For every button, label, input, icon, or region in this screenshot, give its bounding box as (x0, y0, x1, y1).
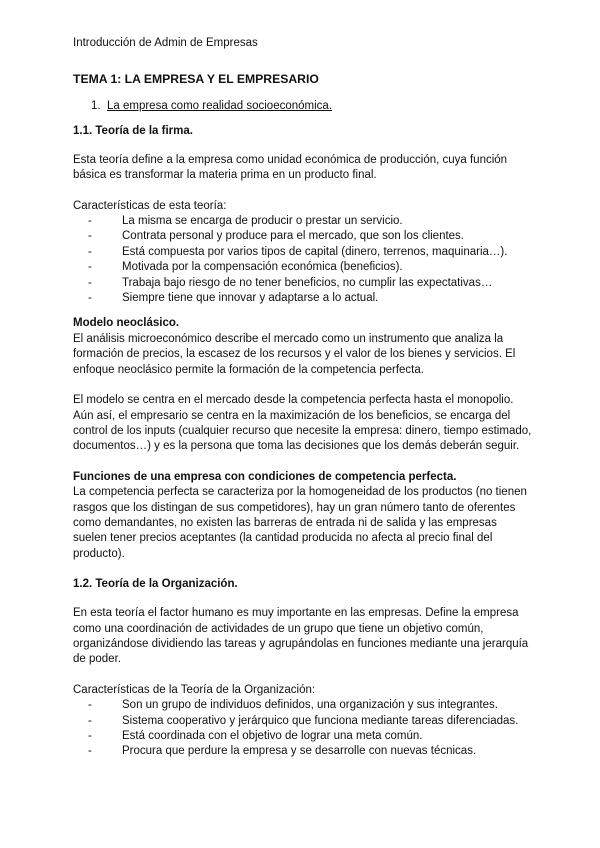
document-page (73, 36, 533, 760)
page-header: Introducción de Admin de Empresas (73, 37, 258, 49)
list-item: - Está compuesta por varios tipos de capital (dinero, terrenos, maquinaria…). (88, 245, 508, 258)
list-item: - Siempre tiene que innovar y adaptarse a lo actual. (88, 292, 379, 305)
neoclassic-paragraph-1: El análisis microeconómico describe el mercado como un instrumento que analiza la formación de precios, la escasez de los recursos y el valor de los bienes y servicios. El enfoque neoclásico permite la formación de la competencia perfecta. (73, 332, 516, 376)
section-1-intro: Esta teoría define a la empresa como unidad económica de producción, cuya función básica es transformar la materia prima en un producto final. (73, 153, 508, 182)
list-item: - Sistema cooperativo y jerárquico que funciona mediante tareas diferenciadas. (88, 714, 519, 727)
numbered-item (91, 99, 533, 114)
numbered-item-label: La empresa como realidad socioeconómica. (107, 100, 333, 113)
neoclassic-paragraph-2: El modelo se centra en el mercado desde la competencia perfecta hasta el monopolio. Aún así, el empresario se centra en la maximización de los beneficios, se encarga del control de los inputs (cualquier recurso que necesite la empresa: dinero, tiempo estimado, documentos…) y es la persona que toma las decisiones que los demás deberán seguir. (73, 394, 532, 453)
list-item: - Contrata personal y produce para el mercado, que son los clientes. (88, 230, 465, 243)
section-2-features-list (73, 698, 533, 760)
section-2-features-title: Características de la Teoría de la Organización: (73, 683, 316, 696)
functions-paragraph: La competencia perfecta se caracteriza por la homogeneidad de los productos (no tienen rasgos que los distingan de sus competidores), hay un gran número tanto de oferentes como demandantes, no existen las barreras de entrada ni de salida y las empresas suelen tener precios aceptantes (la cantidad producida no afecta al precio final del producto). (73, 486, 527, 560)
section-1-features-list (73, 214, 533, 306)
list-item: - Motivada por la compensación económica (beneficios). (88, 261, 403, 274)
section-1-features-title: Características de esta teoría: (73, 199, 227, 212)
neoclassic-heading: Modelo neoclásico. (73, 317, 180, 330)
section-2-heading: 1.2. Teoría de la Organización. (73, 578, 238, 591)
functions-heading: Funciones de una empresa con condiciones de competencia perfecta. (73, 470, 457, 483)
list-item: - La misma se encarga de producir o prestar un servicio. (88, 215, 403, 228)
list-item: - Procura que perdure la empresa y se desarrolle con nuevas técnicas. (88, 745, 477, 758)
list-item: - Son un grupo de individuos definidos, una organización y sus integrantes. (88, 699, 498, 712)
tema-title: TEMA 1: LA EMPRESA Y EL EMPRESARIO (73, 72, 319, 87)
section-1-heading: 1.1. Teoría de la firma. (73, 124, 193, 137)
list-item: - Trabaja bajo riesgo de no tener beneficios, no cumplir las expectativas… (88, 276, 493, 289)
numbered-item-number: 1. (91, 100, 101, 113)
section-2-intro: En esta teoría el factor humano es muy importante en las empresas. Define la empresa como una coordinación de actividades de un grupo que tiene un objetivo común, organizándose dividiendo las tareas y agrupándolas en funciones mediante una jerarquía de poder. (73, 607, 529, 666)
list-item: - Está coordinada con el objetivo de lograr una meta común. (88, 730, 423, 742)
